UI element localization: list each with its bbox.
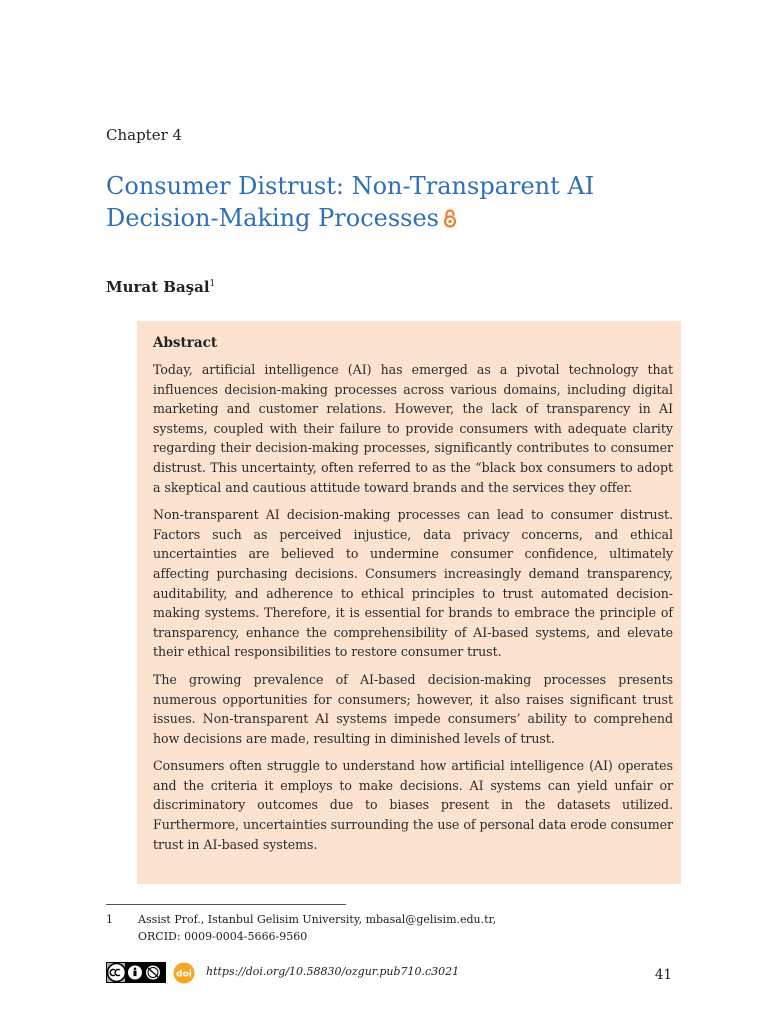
footnote-text bbox=[138, 911, 496, 945]
doi-badge-icon[interactable] bbox=[173, 962, 199, 984]
footnote-orcid: ORCID: 0009-0004-5666-9560 bbox=[138, 930, 308, 943]
abstract-paragraph: Non-transparent AI decision-making processes can lead to consumer distrust. Factors such as perceived injustice, data privacy concerns, and ethical uncertainties are believed to undermine consumer confidence, ultimately affecting purchasing decisions. Consumers increasingly demand transparency, auditability, and adherence to ethical principles to trust automated decision-making systems. Therefore, it is essential for brands to embrace the principle of transparency, enhance the comprehensibility of AI-based systems, and elevate their ethical responsibilities to restore consumer trust. bbox=[153, 507, 673, 660]
footnote-number: 1 bbox=[106, 913, 113, 926]
author-name bbox=[106, 278, 215, 296]
author-name-text: Murat Başal bbox=[106, 278, 210, 296]
cc-by-nc-license-badge[interactable] bbox=[106, 962, 166, 983]
page-footer bbox=[106, 962, 686, 984]
doi-badge-text: doi bbox=[176, 969, 192, 980]
abstract-paragraph: Today, artificial intelligence (AI) has emerged as a pivotal technology that influences decision-making processes across various domains, including digital marketing and customer relations. However, the lack of transparency in AI systems, coupled with their failure to provide consumers with adequate clarity regarding their decision-making processes, significantly contributes to consumer distrust. This uncertainty, often referred to as the “black box consumers to adopt a skeptical and cautious attitude toward brands and the services they offer. bbox=[153, 362, 673, 495]
chapter-title bbox=[106, 170, 666, 234]
abstract-paragraph: Consumers often struggle to understand how artificial intelligence (AI) operates and the criteria it employs to make decisions. AI systems can yield unfair or discriminatory outcomes due to biases present in the datasets utilized. Furthermore, uncertainties surrounding the use of personal data erode consumer trust in AI-based systems. bbox=[153, 758, 673, 852]
footnote-affiliation: Assist Prof., Istanbul Gelisim University, mbasal@gelisim.edu.tr, bbox=[138, 913, 497, 926]
footnote-divider bbox=[106, 904, 346, 905]
abstract-heading: Abstract bbox=[153, 335, 218, 351]
page-number: 41 bbox=[654, 967, 672, 983]
chapter-label: Chapter 4 bbox=[106, 126, 183, 144]
abstract-paragraph: The growing prevalence of AI-based decision-making processes presents numerous opportunities for consumers; however, it also raises significant trust issues. Non-transparent AI systems impede consumers’ ability to comprehend how decisions are made, resulting in diminished levels of trust. bbox=[153, 671, 673, 746]
abstract-box bbox=[137, 321, 681, 884]
author-footnote-mark: 1 bbox=[209, 279, 216, 289]
title-line-1: Consumer Distrust: Non-Transparent AI bbox=[106, 172, 595, 200]
title-line-2: Decision-Making Processes bbox=[106, 204, 439, 232]
doi-link[interactable]: https://doi.org/10.58830/ozgur.pub710.c3021 bbox=[206, 965, 460, 978]
open-access-lock-icon bbox=[443, 208, 457, 228]
